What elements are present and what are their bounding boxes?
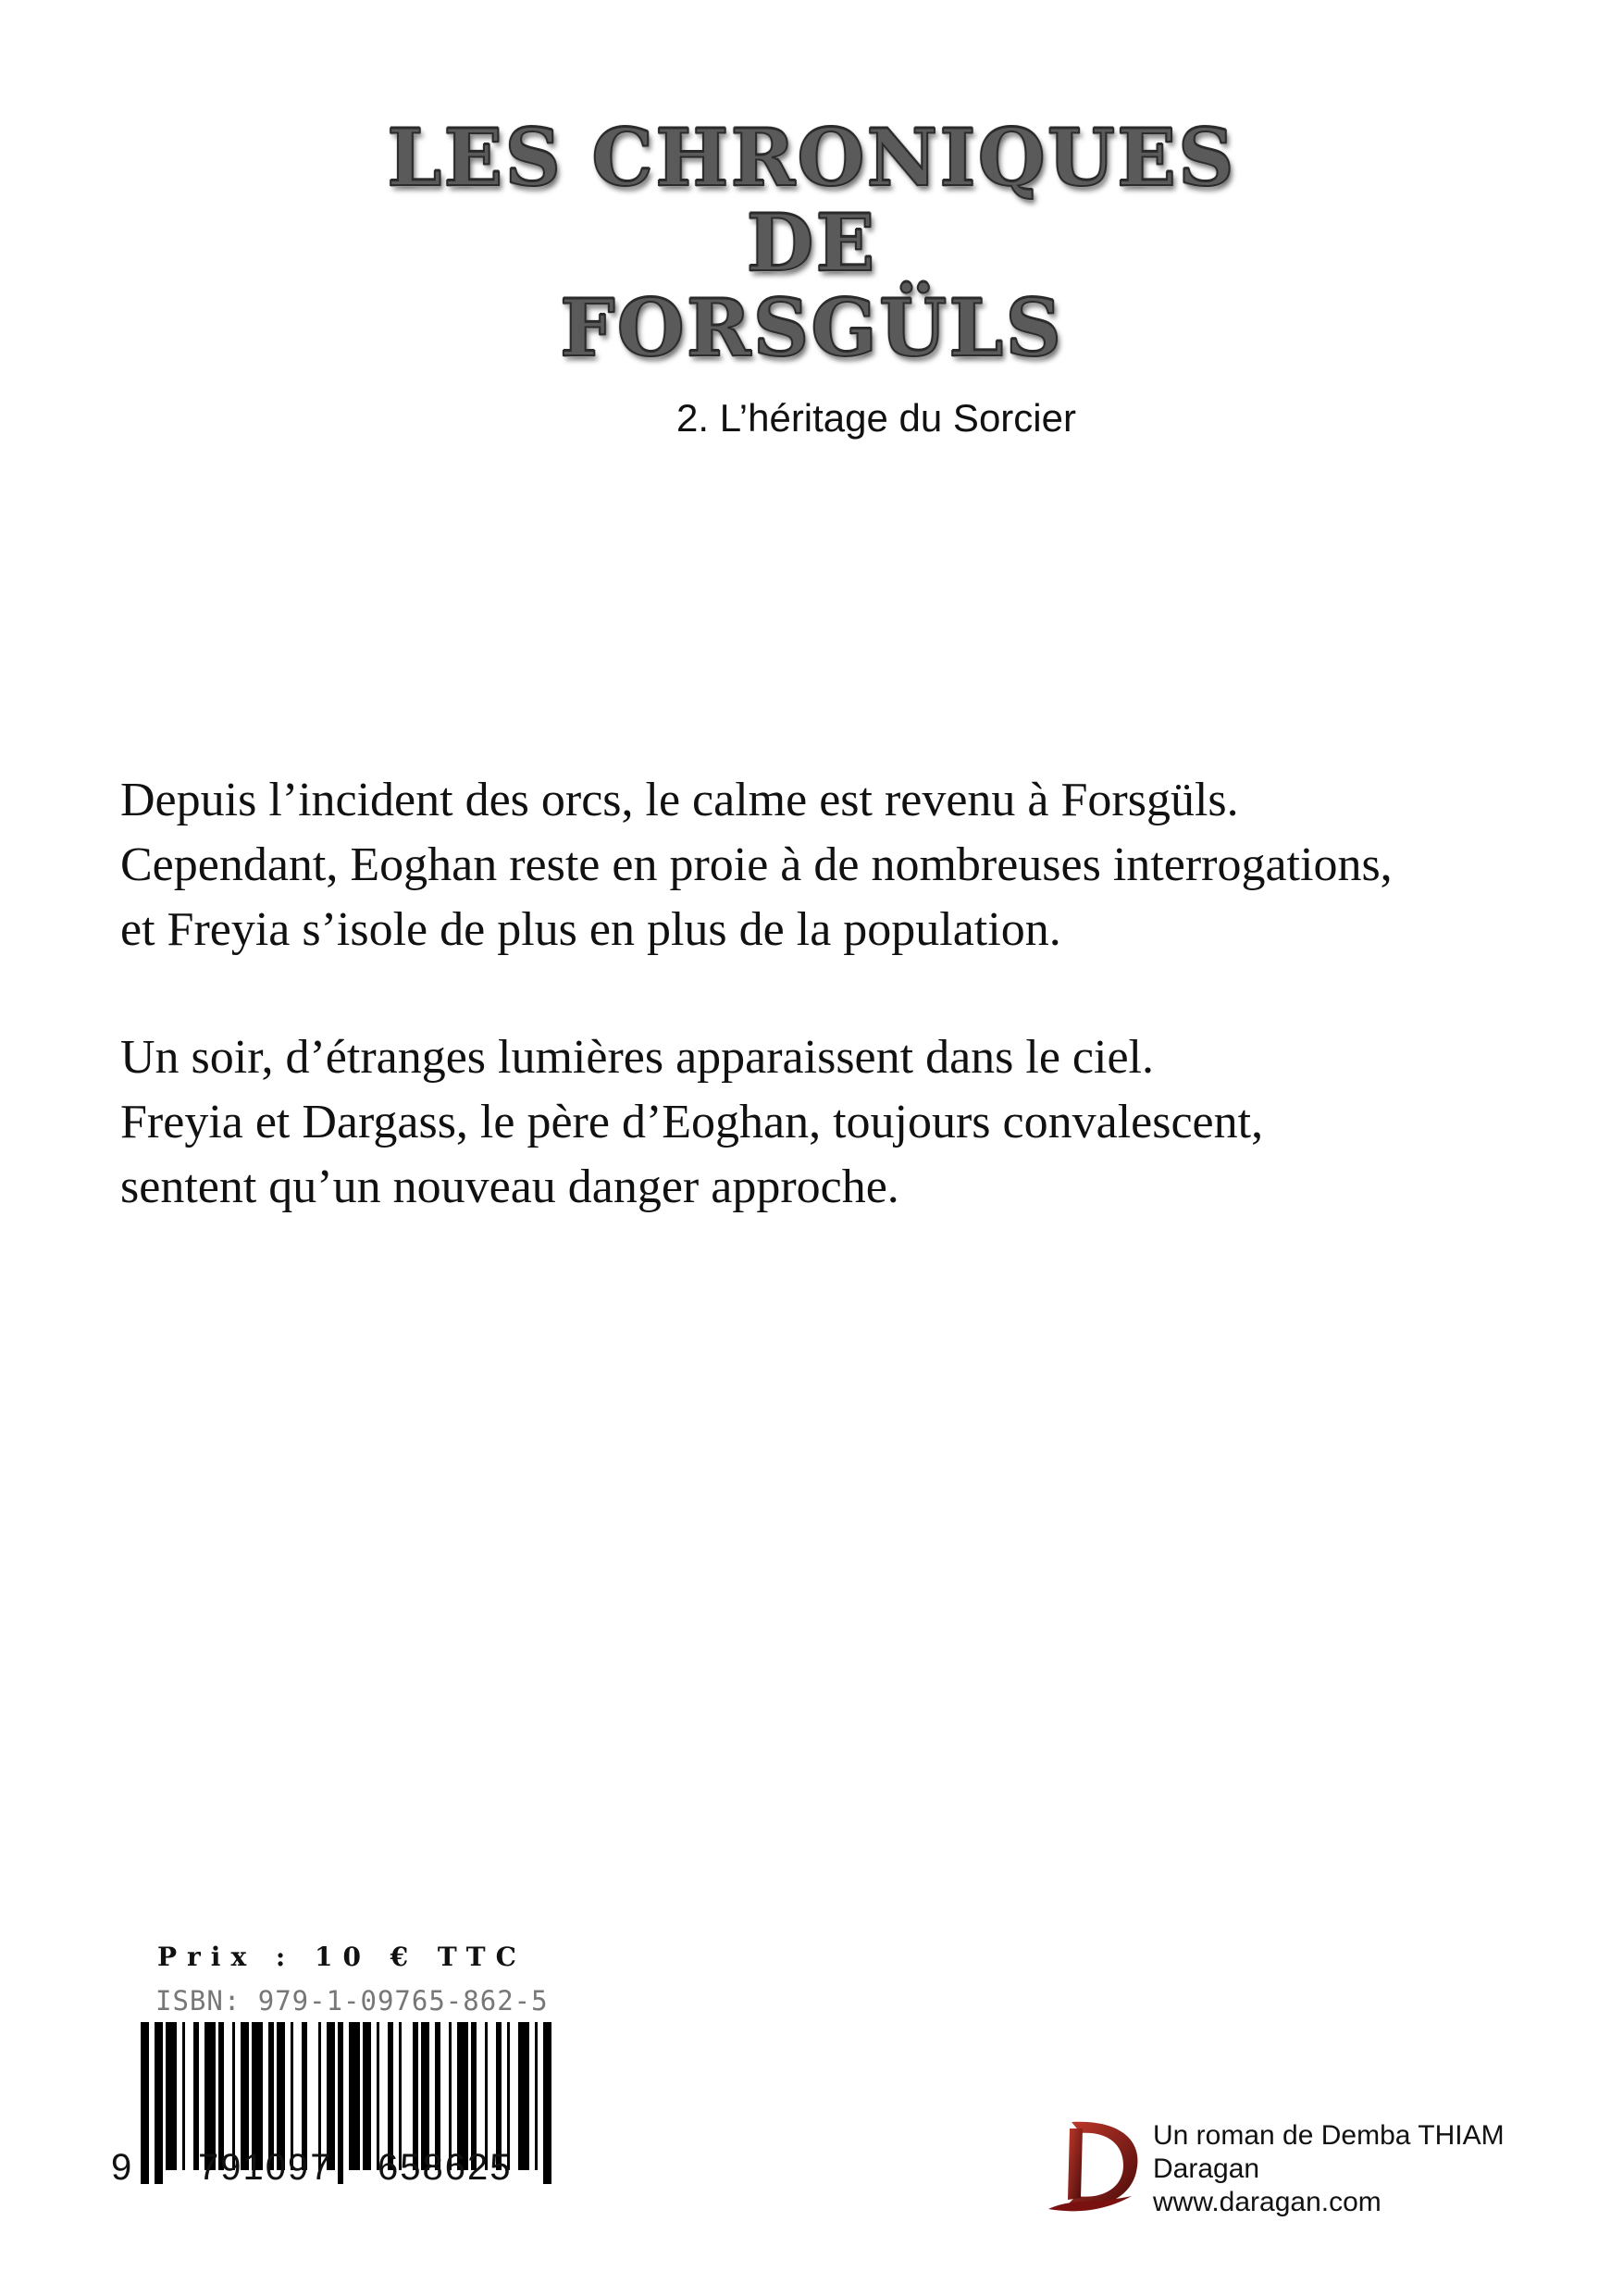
barcode-digits-left: 791097 <box>198 2147 333 2188</box>
publisher-info <box>1153 2119 1505 2219</box>
daragan-logo-icon <box>1044 2115 1146 2216</box>
author-line: Un roman de Demba THIAM <box>1153 2120 1505 2151</box>
blurb-line: et Freyia s’isole de plus en plus de la population. <box>120 903 1061 956</box>
barcode-digits-right: 658625 <box>378 2147 513 2188</box>
series-title-line-3: FORSGÜLS <box>560 282 1063 374</box>
publisher-website: www.daragan.com <box>1153 2187 1381 2217</box>
series-title <box>0 112 1623 374</box>
back-cover-blurb <box>120 768 1508 1283</box>
blurb-line: Cependant, Eoghan reste en proie à de nombreuses interrogations, <box>120 838 1393 891</box>
blurb-line: Freyia et Dargass, le père d’Eoghan, toujours convalescent, <box>120 1096 1264 1148</box>
isbn-label: ISBN: 979-1-09765-862-5 <box>155 1985 549 2017</box>
blurb-line: Depuis l’incident des orcs, le calme est revenu à Forsgüls. <box>120 774 1239 826</box>
series-title-line-1: LES CHRONIQUES <box>387 112 1236 204</box>
publisher-name: Daragan <box>1153 2153 1260 2184</box>
book-subtitle: 2. L’héritage du Sorcier <box>676 396 1076 440</box>
blurb-paragraph-2 <box>120 1025 1508 1220</box>
barcode-digit-first: 9 <box>111 2147 133 2188</box>
blurb-line: sentent qu’un nouveau danger approche. <box>120 1160 899 1213</box>
blurb-line: Un soir, d’étranges lumières apparaissent dans le ciel. <box>120 1031 1154 1084</box>
price-label: Prix : 10 € TTC <box>157 1942 527 1972</box>
series-title-line-2: DE <box>746 197 877 289</box>
blurb-paragraph-1 <box>120 768 1508 962</box>
